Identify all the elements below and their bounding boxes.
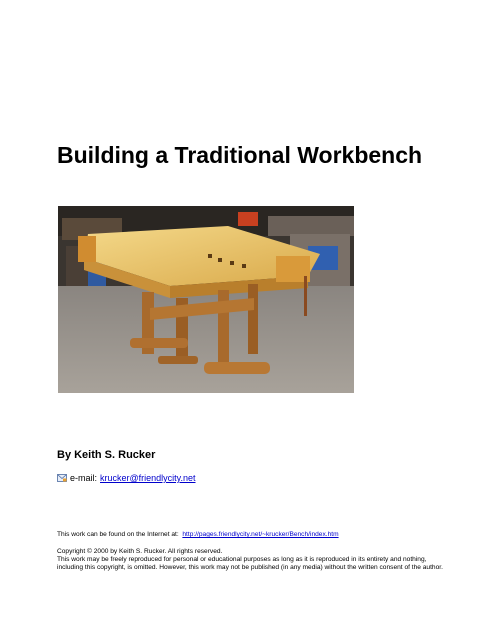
- internet-location: [57, 531, 339, 538]
- copyright-block: [57, 548, 447, 572]
- workbench-photo: [58, 206, 354, 393]
- internet-label: This work can be found on the Internet at:: [57, 531, 179, 538]
- email-label: e-mail:: [70, 473, 98, 483]
- internet-url-link[interactable]: http://pages.friendlycity.net/~krucker/Bench/index.htm: [182, 531, 339, 538]
- copyright-line: Copyright © 2000 by Keith S. Rucker. All rights reserved.: [57, 548, 223, 555]
- email-row: [57, 473, 196, 483]
- author-byline: By Keith S. Rucker: [57, 449, 156, 461]
- email-link[interactable]: krucker@friendlycity.net: [100, 473, 196, 483]
- document-title: Building a Traditional Workbench: [57, 142, 423, 168]
- email-envelope-icon: [57, 473, 67, 483]
- copyright-notice: This work may be freely reproduced for personal or educational purposes as long as it is reproduced in its entirety and nothing, including this copyright, is omitted. However, this work may not be published (in any media) without the written consent of the author.: [57, 556, 443, 571]
